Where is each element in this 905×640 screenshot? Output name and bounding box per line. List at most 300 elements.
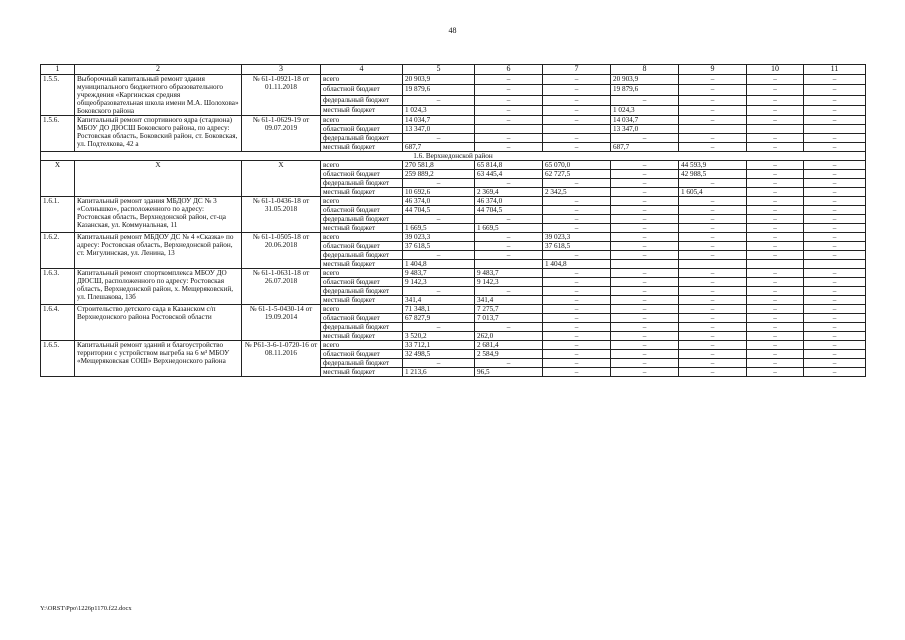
amount-cell: – — [804, 350, 866, 359]
header-row — [41, 65, 866, 75]
amount-cell: – — [543, 134, 611, 143]
amount-cell: – — [611, 359, 679, 368]
item-name: Капитальный ремонт здания МБДОУ ДС № 3 «Солнышко», расположенного по адресу: Ростовская область, Верхнедонской район, ст-ца Казанская, ул. Коммунальная, 11 — [75, 197, 242, 233]
amount-cell: – — [747, 341, 804, 350]
column-number: 5 — [403, 65, 475, 75]
amount-cell: 20 903,9 — [611, 75, 679, 85]
amount-cell: – — [679, 287, 747, 296]
amount-cell: – — [747, 242, 804, 251]
amount-cell: – — [679, 134, 747, 143]
amount-cell: – — [543, 85, 611, 95]
amount-cell: – — [403, 179, 475, 188]
amount-cell: 44 704,5 — [475, 206, 543, 215]
funding-source: областной бюджет — [321, 206, 403, 215]
amount-cell: – — [747, 105, 804, 115]
amount-cell: – — [679, 143, 747, 152]
amount-cell: – — [611, 341, 679, 350]
amount-cell: 1 404,8 — [403, 260, 475, 269]
amount-cell: 19 879,6 — [403, 85, 475, 95]
amount-cell: – — [543, 305, 611, 314]
amount-cell: – — [804, 359, 866, 368]
amount-cell: – — [747, 350, 804, 359]
amount-cell: – — [804, 278, 866, 287]
amount-cell: 14 034,7 — [403, 116, 475, 125]
amount-cell: 1 404,8 — [543, 260, 611, 269]
table-row — [41, 233, 866, 242]
amount-cell: 19 879,6 — [611, 85, 679, 95]
amount-cell: – — [543, 350, 611, 359]
amount-cell: – — [679, 242, 747, 251]
amount-cell — [543, 125, 611, 134]
amount-cell: – — [804, 197, 866, 206]
amount-cell: – — [543, 143, 611, 152]
amount-cell: – — [747, 179, 804, 188]
amount-cell: – — [747, 278, 804, 287]
amount-cell: 46 374,0 — [475, 197, 543, 206]
item-name: Капитальный ремонт зданий и благоустройство территории с устройством выгреба на 6 м³ МБОУ «Мещеряковская СОШ» Верхнедонского района — [75, 341, 242, 377]
amount-cell: – — [611, 242, 679, 251]
amount-cell: 687,7 — [403, 143, 475, 152]
amount-cell: 96,5 — [475, 368, 543, 377]
amount-cell: – — [804, 105, 866, 115]
amount-cell: – — [679, 95, 747, 105]
funding-source: федеральный бюджет — [321, 251, 403, 260]
amount-cell: – — [611, 368, 679, 377]
amount-cell: – — [475, 143, 543, 152]
funding-source: местный бюджет — [321, 368, 403, 377]
item-document: № 61-1-0629-19 от 09.07.2019 — [242, 116, 321, 152]
amount-cell: – — [543, 368, 611, 377]
amount-cell: – — [611, 296, 679, 305]
amount-cell: – — [804, 341, 866, 350]
amount-cell: 32 498,5 — [403, 350, 475, 359]
funding-source: областной бюджет — [321, 242, 403, 251]
amount-cell: – — [403, 134, 475, 143]
amount-cell: – — [543, 179, 611, 188]
amount-cell: – — [403, 359, 475, 368]
amount-cell: – — [611, 269, 679, 278]
amount-cell: 1 605,4 — [679, 188, 747, 197]
amount-cell: – — [804, 233, 866, 242]
amount-cell: – — [679, 368, 747, 377]
amount-cell: – — [747, 314, 804, 323]
amount-cell: 37 618,5 — [403, 242, 475, 251]
amount-cell: 39 023,3 — [543, 233, 611, 242]
amount-cell: – — [475, 323, 543, 332]
amount-cell: – — [747, 215, 804, 224]
amount-cell: – — [543, 105, 611, 115]
funding-source: местный бюджет — [321, 188, 403, 197]
amount-cell: – — [403, 251, 475, 260]
amount-cell: – — [543, 75, 611, 85]
amount-cell: – — [679, 296, 747, 305]
amount-cell: – — [475, 242, 543, 251]
amount-cell: – — [747, 75, 804, 85]
item-number: 1.6.1. — [41, 197, 75, 233]
table-row — [41, 305, 866, 314]
funding-source: федеральный бюджет — [321, 287, 403, 296]
table-row — [41, 341, 866, 350]
item-document: № 61-1-0631-18 от 26.07.2018 — [242, 269, 321, 305]
amount-cell: – — [679, 85, 747, 95]
amount-cell: – — [679, 233, 747, 242]
amount-cell: – — [611, 323, 679, 332]
amount-cell: – — [475, 95, 543, 105]
amount-cell: – — [611, 188, 679, 197]
item-name: Выборочный капитальный ремонт здания муниципального бюджетного образовательного учреждения «Каргинская средняя общеобразовательная школа имени М.А. Шолохова» Боковского района — [75, 75, 242, 116]
amount-cell: 13 347,0 — [611, 125, 679, 134]
amount-cell: – — [804, 269, 866, 278]
amount-cell: – — [611, 95, 679, 105]
amount-cell: – — [804, 75, 866, 85]
amount-cell: – — [804, 143, 866, 152]
amount-cell: – — [747, 332, 804, 341]
item-number: 1.6.4. — [41, 305, 75, 341]
table-row — [41, 75, 866, 85]
amount-cell: – — [611, 233, 679, 242]
amount-cell: 37 618,5 — [543, 242, 611, 251]
item-document: № Р61-3-6-1-0720-16 от 08.11.2016 — [242, 341, 321, 377]
amount-cell: – — [679, 341, 747, 350]
amount-cell: – — [747, 296, 804, 305]
column-number: 1 — [41, 65, 75, 75]
amount-cell: – — [543, 341, 611, 350]
amount-cell — [475, 125, 543, 134]
amount-cell: 2 681,4 — [475, 341, 543, 350]
amount-cell: 7 275,7 — [475, 305, 543, 314]
amount-cell: – — [543, 206, 611, 215]
amount-cell: 2 584,9 — [475, 350, 543, 359]
amount-cell: 1 024,3 — [403, 105, 475, 115]
item-document: № 61-1-5-0430-14 от 19.09.2014 — [242, 305, 321, 341]
amount-cell: – — [679, 224, 747, 233]
funding-source: всего — [321, 233, 403, 242]
amount-cell: – — [747, 170, 804, 179]
amount-cell: – — [679, 314, 747, 323]
amount-cell — [804, 260, 866, 269]
amount-cell: 687,7 — [611, 143, 679, 152]
amount-cell: – — [543, 251, 611, 260]
amount-cell: 3 520,2 — [403, 332, 475, 341]
amount-cell: – — [475, 287, 543, 296]
amount-cell: – — [679, 269, 747, 278]
table-row — [41, 116, 866, 125]
amount-cell: – — [543, 116, 611, 125]
column-number: 6 — [475, 65, 543, 75]
amount-cell: – — [747, 143, 804, 152]
funding-source: областной бюджет — [321, 278, 403, 287]
amount-cell: 63 445,4 — [475, 170, 543, 179]
amount-cell: – — [804, 116, 866, 125]
amount-cell: – — [679, 278, 747, 287]
amount-cell: – — [804, 296, 866, 305]
budget-table — [40, 64, 866, 377]
amount-cell: – — [679, 197, 747, 206]
amount-cell: – — [747, 134, 804, 143]
item-number: 1.6.2. — [41, 233, 75, 269]
amount-cell: – — [611, 206, 679, 215]
table-row — [41, 269, 866, 278]
amount-cell: – — [804, 95, 866, 105]
funding-source: областной бюджет — [321, 350, 403, 359]
item-name: Капитальный ремонт спортивного ядра (стадиона) МБОУ ДО ДЮСШ Боковского района, по адресу: Ростовская область, Боковский район, ст. Боковская, ул. Подтелкова, 42 а — [75, 116, 242, 152]
amount-cell: – — [804, 305, 866, 314]
amount-cell: 33 712,1 — [403, 341, 475, 350]
funding-source: всего — [321, 75, 403, 85]
amount-cell: – — [679, 359, 747, 368]
amount-cell: 44 593,9 — [679, 161, 747, 170]
funding-source: всего — [321, 305, 403, 314]
amount-cell: – — [611, 278, 679, 287]
amount-cell: – — [611, 314, 679, 323]
amount-cell: – — [804, 314, 866, 323]
column-number: 11 — [804, 65, 866, 75]
amount-cell: – — [543, 323, 611, 332]
amount-cell: 2 369,4 — [475, 188, 543, 197]
amount-cell: – — [679, 116, 747, 125]
amount-cell: 9 483,7 — [403, 269, 475, 278]
item-name: Строительство детского сада в Казанском с/п Верхнедонского района Ростовской области — [75, 305, 242, 341]
funding-source: федеральный бюджет — [321, 95, 403, 105]
amount-cell: 67 827,9 — [403, 314, 475, 323]
amount-cell: – — [543, 197, 611, 206]
amount-cell: 341,4 — [403, 296, 475, 305]
funding-source: федеральный бюджет — [321, 323, 403, 332]
amount-cell — [679, 125, 747, 134]
amount-cell: – — [747, 161, 804, 170]
amount-cell: – — [804, 287, 866, 296]
funding-source: всего — [321, 116, 403, 125]
amount-cell: 259 889,2 — [403, 170, 475, 179]
amount-cell: 39 023,3 — [403, 233, 475, 242]
amount-cell: – — [804, 170, 866, 179]
amount-cell: – — [747, 359, 804, 368]
amount-cell — [611, 260, 679, 269]
funding-source: областной бюджет — [321, 85, 403, 95]
funding-source: федеральный бюджет — [321, 359, 403, 368]
amount-cell: 1 213,6 — [403, 368, 475, 377]
amount-cell: – — [543, 278, 611, 287]
amount-cell: – — [611, 287, 679, 296]
amount-cell: – — [611, 224, 679, 233]
amount-cell: 10 692,6 — [403, 188, 475, 197]
amount-cell: – — [747, 287, 804, 296]
amount-cell: 9 142,3 — [475, 278, 543, 287]
amount-cell: – — [475, 105, 543, 115]
item-number: 1.5.6. — [41, 116, 75, 152]
amount-cell: – — [679, 332, 747, 341]
column-number: 7 — [543, 65, 611, 75]
amount-cell: – — [679, 350, 747, 359]
amount-cell: – — [611, 161, 679, 170]
amount-cell: – — [804, 242, 866, 251]
item-document: Х — [242, 161, 321, 197]
amount-cell: 270 581,8 — [403, 161, 475, 170]
funding-source: местный бюджет — [321, 332, 403, 341]
funding-source: всего — [321, 269, 403, 278]
amount-cell: – — [611, 197, 679, 206]
amount-cell: – — [804, 85, 866, 95]
amount-cell: – — [475, 359, 543, 368]
amount-cell: – — [475, 233, 543, 242]
amount-cell — [804, 125, 866, 134]
funding-source: федеральный бюджет — [321, 215, 403, 224]
amount-cell: – — [679, 105, 747, 115]
amount-cell: – — [611, 251, 679, 260]
amount-cell: – — [747, 116, 804, 125]
funding-source: федеральный бюджет — [321, 179, 403, 188]
amount-cell: – — [747, 269, 804, 278]
amount-cell: – — [679, 305, 747, 314]
table-row — [41, 161, 866, 170]
amount-cell: – — [804, 206, 866, 215]
amount-cell: 1 669,5 — [475, 224, 543, 233]
amount-cell: – — [804, 323, 866, 332]
item-number: 1.5.5. — [41, 75, 75, 116]
funding-source: местный бюджет — [321, 224, 403, 233]
amount-cell: 42 988,5 — [679, 170, 747, 179]
funding-source: областной бюджет — [321, 314, 403, 323]
item-number: 1.6.3. — [41, 269, 75, 305]
amount-cell: – — [747, 323, 804, 332]
column-number: 3 — [242, 65, 321, 75]
amount-cell: – — [543, 314, 611, 323]
amount-cell — [475, 260, 543, 269]
amount-cell: – — [747, 224, 804, 233]
amount-cell: – — [804, 134, 866, 143]
amount-cell: – — [804, 251, 866, 260]
amount-cell: 7 013,7 — [475, 314, 543, 323]
amount-cell: – — [543, 296, 611, 305]
amount-cell: – — [804, 188, 866, 197]
funding-source: местный бюджет — [321, 143, 403, 152]
amount-cell: – — [747, 95, 804, 105]
amount-cell: – — [804, 161, 866, 170]
amount-cell: – — [403, 95, 475, 105]
funding-source: всего — [321, 161, 403, 170]
item-document: № 61-1-0505-18 от 20.06.2018 — [242, 233, 321, 269]
amount-cell: – — [543, 332, 611, 341]
amount-cell: – — [679, 206, 747, 215]
amount-cell: – — [403, 215, 475, 224]
amount-cell: – — [403, 287, 475, 296]
amount-cell: – — [543, 359, 611, 368]
amount-cell: – — [543, 224, 611, 233]
column-number: 8 — [611, 65, 679, 75]
item-name: Х — [75, 161, 242, 197]
amount-cell: – — [679, 323, 747, 332]
amount-cell: – — [611, 179, 679, 188]
amount-cell: – — [804, 332, 866, 341]
funding-source: всего — [321, 197, 403, 206]
amount-cell: – — [475, 251, 543, 260]
column-number: 10 — [747, 65, 804, 75]
amount-cell: – — [611, 170, 679, 179]
amount-cell: – — [747, 233, 804, 242]
amount-cell: 9 483,7 — [475, 269, 543, 278]
amount-cell: – — [804, 368, 866, 377]
amount-cell: – — [679, 179, 747, 188]
amount-cell: – — [804, 215, 866, 224]
amount-cell: 71 348,1 — [403, 305, 475, 314]
amount-cell: – — [475, 134, 543, 143]
funding-source: местный бюджет — [321, 296, 403, 305]
amount-cell: – — [611, 305, 679, 314]
amount-cell: – — [543, 95, 611, 105]
funding-source: всего — [321, 341, 403, 350]
funding-source: местный бюджет — [321, 260, 403, 269]
amount-cell: 65 814,8 — [475, 161, 543, 170]
item-number: Х — [41, 161, 75, 197]
amount-cell: 341,4 — [475, 296, 543, 305]
amount-cell — [679, 260, 747, 269]
amount-cell: – — [679, 75, 747, 85]
page-number: 48 — [448, 26, 457, 35]
amount-cell: – — [747, 188, 804, 197]
amount-cell: – — [475, 215, 543, 224]
item-name: Капитальный ремонт спорткомплекса МБОУ ДО ДЮСШ, расположенного по адресу: Ростовская область, Верхнедонской район, х. Мещеряковский, ул. Плешакова, 13б — [75, 269, 242, 305]
column-number: 4 — [321, 65, 403, 75]
item-document: № 61-1-0921-18 от 01.11.2018 — [242, 75, 321, 116]
amount-cell: 44 704,5 — [403, 206, 475, 215]
amount-cell: – — [679, 251, 747, 260]
amount-cell: – — [747, 85, 804, 95]
amount-cell: – — [611, 215, 679, 224]
amount-cell: 65 070,0 — [543, 161, 611, 170]
item-name: Капитальный ремонт МБДОУ ДС № 4 «Сказка» по адресу: Ростовская область, Верхнедонской район, ст. Мигулинская, ул. Ленина, 13 — [75, 233, 242, 269]
amount-cell: – — [475, 75, 543, 85]
section-title: 1.6. Верхнедонской район — [41, 152, 866, 161]
amount-cell: – — [747, 197, 804, 206]
amount-cell: – — [543, 269, 611, 278]
amount-cell: 1 669,5 — [403, 224, 475, 233]
column-number: 9 — [679, 65, 747, 75]
section-row — [41, 152, 866, 161]
item-document: № 61-1-0436-18 от 31.05.2018 — [242, 197, 321, 233]
funding-source: федеральный бюджет — [321, 134, 403, 143]
amount-cell: 2 342,5 — [543, 188, 611, 197]
amount-cell: 1 024,3 — [611, 105, 679, 115]
amount-cell: – — [804, 224, 866, 233]
amount-cell: – — [747, 251, 804, 260]
funding-source: областной бюджет — [321, 170, 403, 179]
table-row — [41, 197, 866, 206]
amount-cell: – — [747, 368, 804, 377]
amount-cell: – — [747, 206, 804, 215]
amount-cell: – — [475, 179, 543, 188]
amount-cell: 9 142,3 — [403, 278, 475, 287]
amount-cell: – — [611, 350, 679, 359]
funding-source: местный бюджет — [321, 105, 403, 115]
amount-cell: – — [611, 332, 679, 341]
amount-cell: 14 034,7 — [611, 116, 679, 125]
amount-cell: – — [804, 179, 866, 188]
amount-cell — [747, 260, 804, 269]
amount-cell: – — [403, 323, 475, 332]
amount-cell: – — [475, 85, 543, 95]
amount-cell: 13 347,0 — [403, 125, 475, 134]
amount-cell — [747, 125, 804, 134]
amount-cell: – — [679, 215, 747, 224]
amount-cell: – — [611, 134, 679, 143]
item-number: 1.6.5. — [41, 341, 75, 377]
column-number: 2 — [75, 65, 242, 75]
file-path-footer: Y:\ORST\Ppo\1226p1170.f22.docx — [40, 605, 132, 612]
amount-cell: 262,0 — [475, 332, 543, 341]
amount-cell: – — [543, 287, 611, 296]
amount-cell: – — [747, 305, 804, 314]
funding-source: областной бюджет — [321, 125, 403, 134]
